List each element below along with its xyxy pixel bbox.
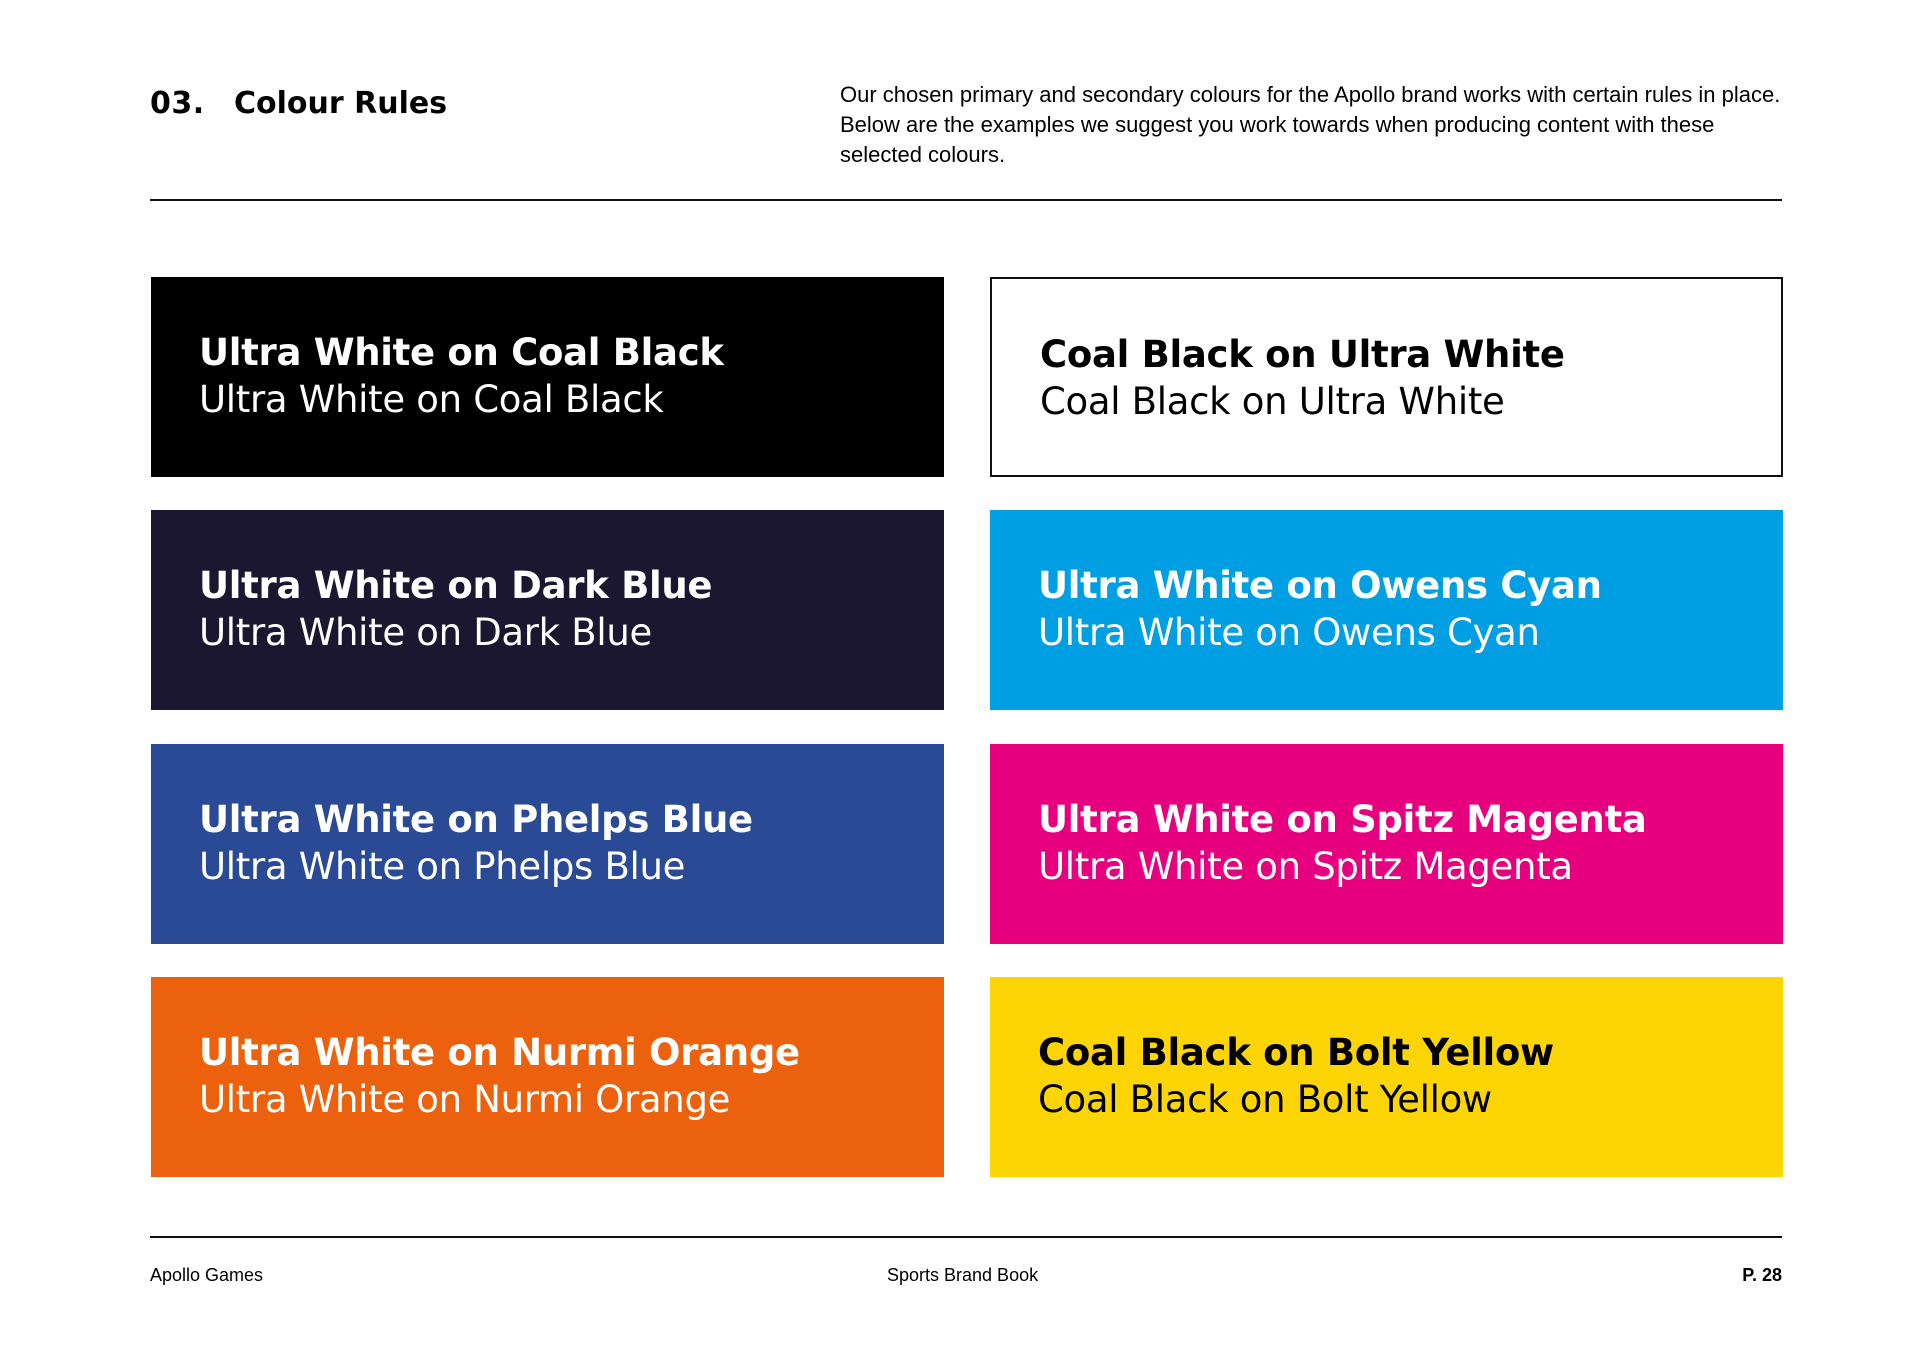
swatch-regular-label: Coal Black on Bolt Yellow bbox=[1038, 1078, 1492, 1121]
swatch-regular-label: Ultra White on Coal Black bbox=[199, 378, 664, 421]
swatch-bold-label: Coal Black on Bolt Yellow bbox=[1038, 1031, 1554, 1074]
swatch-coal-black-on-bolt-yellow bbox=[990, 977, 1783, 1177]
swatch-coal-black-on-white bbox=[990, 277, 1783, 477]
page-header bbox=[150, 80, 1782, 170]
footer-document-title: Sports Brand Book bbox=[887, 1265, 1039, 1285]
page-number: P. 28 bbox=[1742, 1265, 1782, 1285]
footer-brand: Apollo Games bbox=[150, 1265, 264, 1285]
swatch-white-on-phelps-blue bbox=[151, 744, 944, 944]
swatch-regular-label: Ultra White on Dark Blue bbox=[199, 611, 652, 654]
swatch-white-on-nurmi-orange bbox=[151, 977, 944, 1177]
swatch-regular-label: Ultra White on Phelps Blue bbox=[199, 845, 686, 888]
swatch-bold-label: Coal Black on Ultra White bbox=[1040, 333, 1565, 376]
swatch-white-on-dark-blue bbox=[151, 510, 944, 710]
swatch-bold-label: Ultra White on Nurmi Orange bbox=[199, 1031, 800, 1074]
swatch-white-on-owens-cyan bbox=[990, 510, 1783, 710]
swatch-regular-label: Ultra White on Owens Cyan bbox=[1038, 611, 1540, 654]
intro-paragraph: Our chosen primary and secondary colours for the Apollo brand works with certain rules in place. Below are the examples we suggest you work towards when producing content with these selected colours. bbox=[840, 82, 1781, 167]
swatch-bold-label: Ultra White on Spitz Magenta bbox=[1038, 798, 1647, 841]
swatch-bold-label: Ultra White on Dark Blue bbox=[199, 564, 713, 607]
swatch-regular-label: Coal Black on Ultra White bbox=[1040, 380, 1505, 423]
section-title: Colour Rules bbox=[234, 86, 448, 121]
section-number: 03. bbox=[150, 86, 205, 121]
header-divider bbox=[150, 199, 1782, 201]
swatch-white-on-spitz-magenta bbox=[990, 744, 1783, 944]
swatch-bold-label: Ultra White on Owens Cyan bbox=[1038, 564, 1602, 607]
footer-divider bbox=[150, 1236, 1782, 1238]
swatch-white-on-coal-black bbox=[151, 277, 944, 477]
swatch-regular-label: Ultra White on Spitz Magenta bbox=[1038, 845, 1573, 888]
swatch-bold-label: Ultra White on Coal Black bbox=[199, 331, 724, 374]
swatch-regular-label: Ultra White on Nurmi Orange bbox=[199, 1078, 731, 1121]
colour-swatch-grid bbox=[151, 277, 1783, 1177]
swatch-bold-label: Ultra White on Phelps Blue bbox=[199, 798, 753, 841]
